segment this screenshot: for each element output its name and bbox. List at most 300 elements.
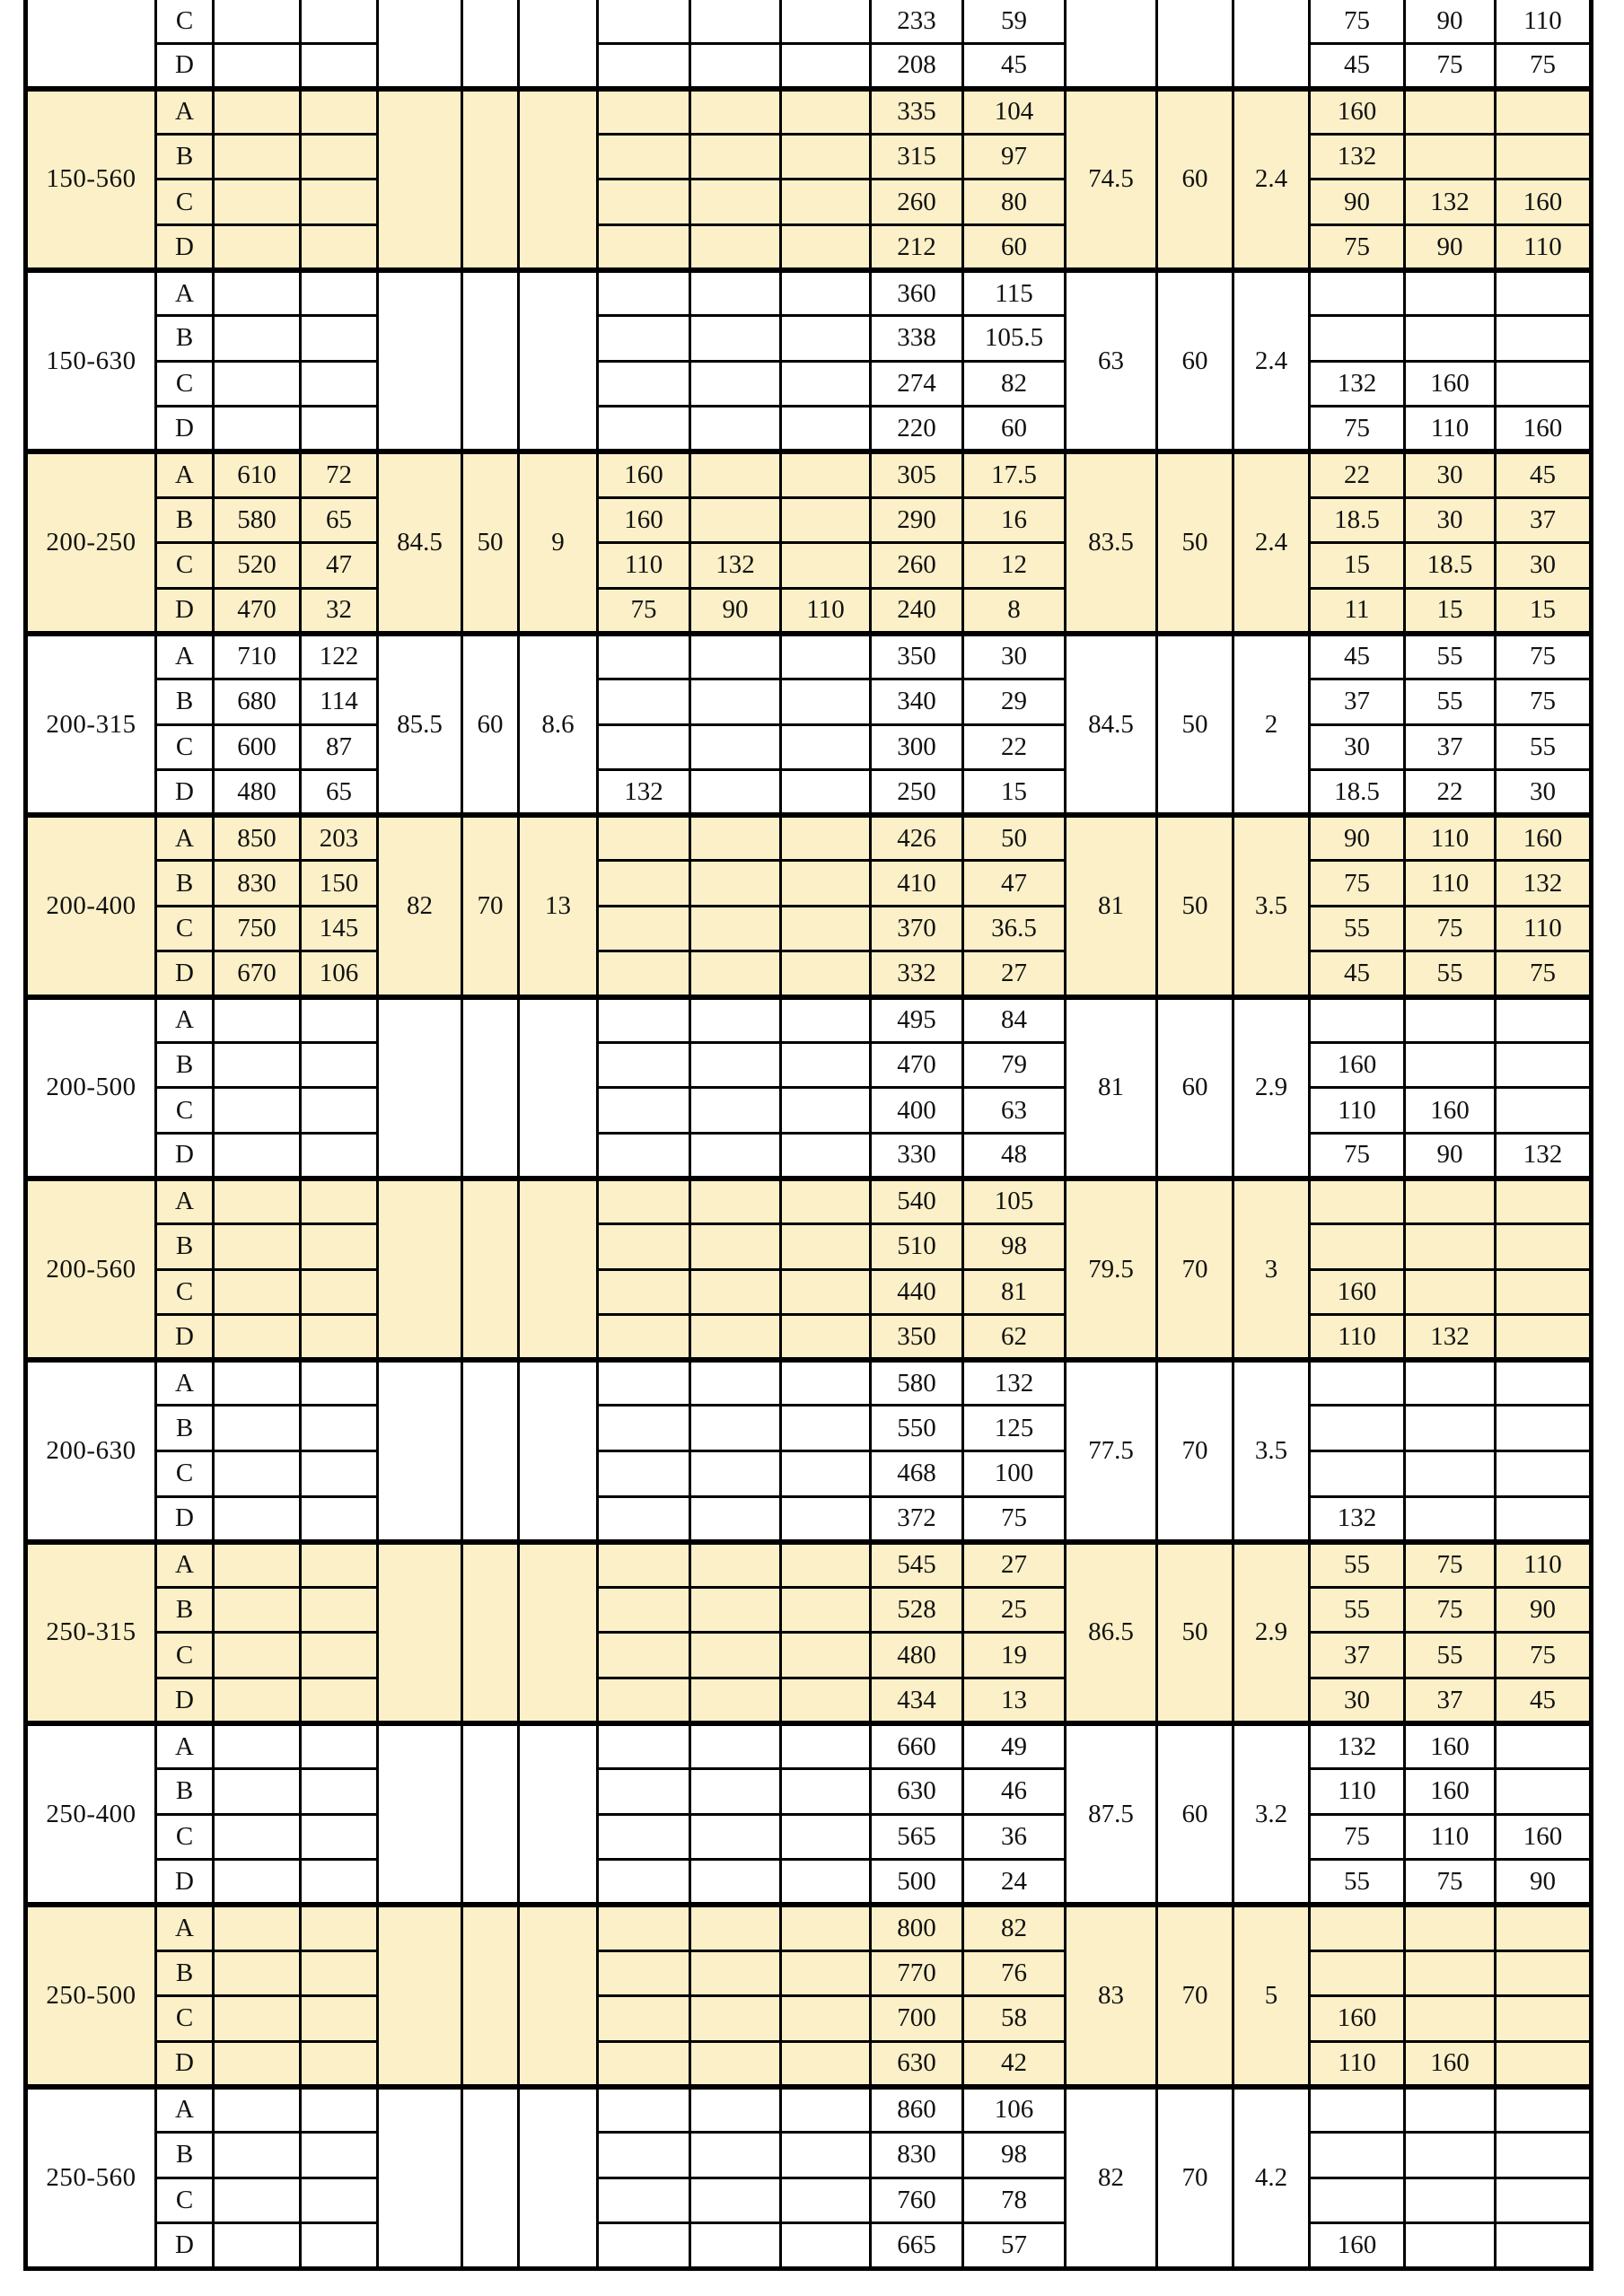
value-cell: 15 (963, 770, 1066, 816)
value-cell (598, 1860, 690, 1906)
variant-cell: D (156, 951, 214, 997)
value-cell (214, 1496, 301, 1542)
value-cell (1310, 1406, 1405, 1451)
value-cell: 32 (301, 588, 378, 634)
value-cell: 98 (963, 1224, 1066, 1270)
variant-cell: B (156, 497, 214, 543)
value-cell (214, 89, 301, 135)
value-cell: 90 (1310, 815, 1405, 861)
value-cell: 290 (871, 497, 963, 543)
value-cell: 203 (301, 815, 378, 861)
value-cell: 110 (1496, 0, 1592, 43)
merged-value-cell: 81 (1066, 815, 1157, 996)
value-cell (598, 1723, 690, 1769)
value-cell (690, 815, 781, 861)
value-cell (301, 2041, 378, 2087)
model-cell: 200-400 (26, 815, 156, 996)
value-cell (690, 1496, 781, 1542)
variant-cell: B (156, 1769, 214, 1815)
value-cell (598, 1769, 690, 1815)
value-cell (781, 43, 871, 89)
value-cell: 62 (963, 1315, 1066, 1361)
value-cell: 110 (598, 543, 690, 589)
value-cell: 110 (1405, 815, 1496, 861)
value-cell (598, 2087, 690, 2133)
value-cell: 550 (871, 1406, 963, 1451)
value-cell (781, 316, 871, 362)
value-cell (598, 224, 690, 270)
value-cell: 65 (301, 497, 378, 543)
value-cell (1310, 1179, 1405, 1224)
value-cell: 350 (871, 1315, 963, 1361)
value-cell: 104 (963, 89, 1066, 135)
value-cell: 17.5 (963, 451, 1066, 497)
value-cell (214, 407, 301, 452)
value-cell: 860 (871, 2087, 963, 2133)
value-cell (214, 2087, 301, 2133)
value-cell (1496, 1315, 1592, 1361)
value-cell (214, 1315, 301, 1361)
value-cell (1405, 1224, 1496, 1270)
value-cell (781, 1315, 871, 1361)
value-cell (1496, 1224, 1592, 1270)
value-cell (301, 1451, 378, 1497)
value-cell (301, 1723, 378, 1769)
table-row (26, 2041, 1592, 2087)
value-cell: 58 (963, 1996, 1066, 2042)
value-cell: 55 (1310, 1860, 1405, 1906)
value-cell (1496, 89, 1592, 135)
merged-value-cell (462, 89, 519, 270)
value-cell (690, 1723, 781, 1769)
variant-cell: A (156, 270, 214, 316)
value-cell: 680 (214, 679, 301, 724)
value-cell (301, 1133, 378, 1179)
merged-value-cell: 70 (462, 815, 519, 996)
value-cell: 528 (871, 1587, 963, 1633)
value-cell (1405, 1042, 1496, 1088)
value-cell: 106 (963, 2087, 1066, 2133)
value-cell (301, 407, 378, 452)
value-cell (301, 361, 378, 407)
value-cell (781, 815, 871, 861)
value-cell (301, 2132, 378, 2178)
value-cell (1310, 997, 1405, 1043)
value-cell: 75 (1405, 1542, 1496, 1588)
value-cell: 47 (963, 861, 1066, 907)
value-cell (1405, 270, 1496, 316)
merged-value-cell: 60 (1157, 89, 1233, 270)
value-cell: 75 (598, 588, 690, 634)
value-cell: 60 (963, 407, 1066, 452)
value-cell (214, 2178, 301, 2223)
value-cell: 340 (871, 679, 963, 724)
value-cell (781, 497, 871, 543)
value-cell (781, 1542, 871, 1588)
value-cell: 332 (871, 951, 963, 997)
value-cell (781, 770, 871, 816)
value-cell (690, 1315, 781, 1361)
value-cell (690, 1224, 781, 1270)
value-cell (690, 906, 781, 951)
merged-value-cell (378, 1179, 462, 1360)
value-cell (1496, 1723, 1592, 1769)
value-cell (598, 815, 690, 861)
variant-cell: C (156, 0, 214, 43)
value-cell (598, 2223, 690, 2269)
value-cell: 610 (214, 451, 301, 497)
value-cell (598, 1905, 690, 1950)
value-cell (301, 43, 378, 89)
merged-value-cell (462, 997, 519, 1179)
value-cell (1496, 1042, 1592, 1088)
value-cell (690, 2223, 781, 2269)
value-cell (598, 634, 690, 679)
merged-value-cell (378, 270, 462, 451)
value-cell (214, 1814, 301, 1860)
table-row (26, 724, 1592, 770)
table-row (26, 180, 1592, 225)
value-cell: 240 (871, 588, 963, 634)
value-cell: 110 (1496, 224, 1592, 270)
merged-value-cell: 84.5 (1066, 634, 1157, 815)
value-cell: 145 (301, 906, 378, 951)
value-cell (690, 1542, 781, 1588)
value-cell (1405, 2223, 1496, 2269)
variant-cell: C (156, 1451, 214, 1497)
value-cell (781, 1860, 871, 1906)
merged-value-cell (378, 1360, 462, 1541)
variant-cell: A (156, 815, 214, 861)
value-cell: 160 (598, 451, 690, 497)
model-cell (26, 0, 156, 89)
value-cell (781, 1042, 871, 1088)
value-cell (598, 1406, 690, 1451)
value-cell: 76 (963, 1950, 1066, 1996)
value-cell: 160 (1310, 1996, 1405, 2042)
value-cell (301, 2087, 378, 2133)
value-cell (690, 1269, 781, 1315)
merged-value-cell: 50 (1157, 1542, 1233, 1723)
value-cell (301, 1860, 378, 1906)
value-cell (214, 1678, 301, 1723)
merged-value-cell: 2.9 (1233, 1542, 1310, 1723)
value-cell (781, 861, 871, 907)
value-cell: 16 (963, 497, 1066, 543)
value-cell (598, 1678, 690, 1723)
value-cell (1496, 1406, 1592, 1451)
value-cell (598, 361, 690, 407)
value-cell (1496, 2041, 1592, 2087)
model-cell: 200-630 (26, 1360, 156, 1541)
variant-cell: B (156, 134, 214, 180)
value-cell: 132 (1310, 361, 1405, 407)
merged-value-cell: 86.5 (1066, 1542, 1157, 1723)
merged-value-cell: 3.5 (1233, 1360, 1310, 1541)
value-cell (214, 134, 301, 180)
value-cell (1310, 1224, 1405, 1270)
value-cell (690, 1860, 781, 1906)
value-cell: 660 (871, 1723, 963, 1769)
value-cell (301, 1587, 378, 1633)
value-cell (1405, 1950, 1496, 1996)
value-cell: 27 (963, 951, 1066, 997)
value-cell: 372 (871, 1496, 963, 1542)
table-row (26, 1315, 1592, 1361)
value-cell (598, 1088, 690, 1134)
value-cell: 495 (871, 997, 963, 1043)
value-cell (781, 89, 871, 135)
value-cell (301, 1315, 378, 1361)
value-cell: 160 (1310, 1042, 1405, 1088)
value-cell (781, 361, 871, 407)
value-cell: 37 (1405, 1678, 1496, 1723)
value-cell (1496, 997, 1592, 1043)
value-cell (690, 2178, 781, 2223)
variant-cell: B (156, 2132, 214, 2178)
value-cell (781, 543, 871, 589)
value-cell: 75 (1405, 1587, 1496, 1633)
value-cell: 24 (963, 1860, 1066, 1906)
model-cell: 250-560 (26, 2087, 156, 2268)
value-cell (1310, 2132, 1405, 2178)
value-cell (214, 1633, 301, 1678)
value-cell: 90 (1405, 0, 1496, 43)
value-cell: 160 (1310, 1269, 1405, 1315)
value-cell: 30 (1310, 1678, 1405, 1723)
value-cell (598, 997, 690, 1043)
value-cell (214, 316, 301, 362)
value-cell: 132 (1310, 134, 1405, 180)
value-cell (1310, 316, 1405, 362)
merged-value-cell: 2.9 (1233, 997, 1310, 1179)
value-cell: 55 (1405, 951, 1496, 997)
table-row (26, 1451, 1592, 1497)
value-cell (598, 316, 690, 362)
variant-cell: A (156, 89, 214, 135)
table-row (26, 1269, 1592, 1315)
value-cell (781, 134, 871, 180)
value-cell (781, 1224, 871, 1270)
value-cell: 22 (963, 724, 1066, 770)
value-cell (214, 224, 301, 270)
value-cell: 114 (301, 679, 378, 724)
value-cell (1405, 316, 1496, 362)
value-cell: 15 (1310, 543, 1405, 589)
variant-cell: A (156, 1905, 214, 1950)
merged-value-cell: 8.6 (519, 634, 598, 815)
value-cell: 12 (963, 543, 1066, 589)
value-cell (690, 497, 781, 543)
value-cell: 22 (1405, 770, 1496, 816)
value-cell: 90 (1496, 1860, 1592, 1906)
value-cell: 212 (871, 224, 963, 270)
value-cell: 75 (1496, 634, 1592, 679)
value-cell: 360 (871, 270, 963, 316)
value-cell (1496, 1269, 1592, 1315)
value-cell: 75 (1496, 1633, 1592, 1678)
merged-value-cell (378, 2087, 462, 2268)
value-cell: 18.5 (1310, 770, 1405, 816)
value-cell (690, 1360, 781, 1406)
value-cell (301, 1088, 378, 1134)
value-cell (781, 2223, 871, 2269)
variant-cell: D (156, 770, 214, 816)
value-cell (598, 951, 690, 997)
value-cell (690, 2087, 781, 2133)
variant-cell: C (156, 1269, 214, 1315)
value-cell: 220 (871, 407, 963, 452)
value-cell: 300 (871, 724, 963, 770)
value-cell: 55 (1405, 1633, 1496, 1678)
value-cell: 208 (871, 43, 963, 89)
value-cell (690, 0, 781, 43)
value-cell (598, 679, 690, 724)
value-cell (598, 861, 690, 907)
table-row (26, 1042, 1592, 1088)
variant-cell: B (156, 1950, 214, 1996)
table-row (26, 2223, 1592, 2269)
value-cell: 29 (963, 679, 1066, 724)
value-cell (214, 43, 301, 89)
value-cell: 37 (1496, 497, 1592, 543)
value-cell (598, 1179, 690, 1224)
value-cell: 75 (1310, 1814, 1405, 1860)
value-cell: 75 (1405, 1860, 1496, 1906)
value-cell (301, 2223, 378, 2269)
value-cell: 315 (871, 134, 963, 180)
value-cell (214, 0, 301, 43)
value-cell: 100 (963, 1451, 1066, 1497)
value-cell (781, 180, 871, 225)
merged-value-cell (519, 1360, 598, 1541)
table-row (26, 1678, 1592, 1723)
value-cell: 30 (1405, 451, 1496, 497)
table-row (26, 224, 1592, 270)
value-cell: 36 (963, 1814, 1066, 1860)
model-cell: 150-630 (26, 270, 156, 451)
merged-value-cell (519, 0, 598, 89)
value-cell (690, 1587, 781, 1633)
table-row (26, 134, 1592, 180)
value-cell (1405, 1905, 1496, 1950)
value-cell (301, 270, 378, 316)
value-cell (781, 2132, 871, 2178)
value-cell (781, 997, 871, 1043)
value-cell (690, 89, 781, 135)
value-cell (1405, 1360, 1496, 1406)
value-cell (301, 1542, 378, 1588)
value-cell (690, 224, 781, 270)
value-cell: 700 (871, 1996, 963, 2042)
model-cell: 250-400 (26, 1723, 156, 1905)
value-cell (214, 1179, 301, 1224)
value-cell: 37 (1310, 1633, 1405, 1678)
value-cell (690, 1179, 781, 1224)
value-cell (690, 270, 781, 316)
value-cell (690, 1133, 781, 1179)
variant-cell: D (156, 1860, 214, 1906)
value-cell (690, 2041, 781, 2087)
value-cell: 110 (1405, 861, 1496, 907)
value-cell (690, 1633, 781, 1678)
value-cell: 42 (963, 2041, 1066, 2087)
value-cell: 75 (1496, 679, 1592, 724)
merged-value-cell: 70 (1157, 1179, 1233, 1360)
value-cell (781, 1451, 871, 1497)
value-cell: 580 (871, 1360, 963, 1406)
value-cell (301, 1224, 378, 1270)
value-cell: 160 (1310, 89, 1405, 135)
value-cell (1405, 1451, 1496, 1497)
merged-value-cell: 3.2 (1233, 1723, 1310, 1905)
value-cell (598, 1224, 690, 1270)
value-cell: 36.5 (963, 906, 1066, 951)
value-cell: 250 (871, 770, 963, 816)
value-cell: 260 (871, 543, 963, 589)
value-cell: 160 (1405, 1723, 1496, 1769)
variant-cell: C (156, 906, 214, 951)
value-cell (781, 634, 871, 679)
value-cell: 11 (1310, 588, 1405, 634)
merged-value-cell: 70 (1157, 1360, 1233, 1541)
model-cell: 250-315 (26, 1542, 156, 1723)
value-cell (214, 2223, 301, 2269)
value-cell: 110 (1405, 1814, 1496, 1860)
merged-value-cell (378, 997, 462, 1179)
value-cell (690, 1905, 781, 1950)
value-cell (1496, 1905, 1592, 1950)
value-cell (781, 1723, 871, 1769)
value-cell (598, 1042, 690, 1088)
value-cell: 132 (1405, 1315, 1496, 1361)
value-cell: 470 (871, 1042, 963, 1088)
value-cell: 400 (871, 1088, 963, 1134)
merged-value-cell: 2.4 (1233, 451, 1310, 633)
variant-cell: C (156, 361, 214, 407)
value-cell: 84 (963, 997, 1066, 1043)
model-cell: 200-250 (26, 451, 156, 633)
table-clip-region (23, 0, 1595, 2280)
value-cell: 160 (1310, 2223, 1405, 2269)
value-cell (1310, 1451, 1405, 1497)
model-cell: 200-500 (26, 997, 156, 1179)
value-cell: 90 (1496, 1587, 1592, 1633)
table-row (26, 1769, 1592, 1815)
value-cell: 30 (1496, 770, 1592, 816)
value-cell (214, 1042, 301, 1088)
value-cell (781, 224, 871, 270)
value-cell: 132 (1310, 1723, 1405, 1769)
value-cell: 160 (1496, 815, 1592, 861)
value-cell (1405, 997, 1496, 1043)
value-cell (690, 1769, 781, 1815)
variant-cell: D (156, 588, 214, 634)
value-cell (214, 1406, 301, 1451)
merged-value-cell (519, 89, 598, 270)
value-cell: 55 (1310, 906, 1405, 951)
table-row (26, 2178, 1592, 2223)
value-cell (781, 0, 871, 43)
value-cell (781, 2041, 871, 2087)
value-cell: 468 (871, 1451, 963, 1497)
merged-value-cell (462, 1360, 519, 1541)
value-cell: 19 (963, 1633, 1066, 1678)
value-cell (214, 1451, 301, 1497)
value-cell (598, 2132, 690, 2178)
value-cell: 710 (214, 634, 301, 679)
value-cell (214, 1860, 301, 1906)
